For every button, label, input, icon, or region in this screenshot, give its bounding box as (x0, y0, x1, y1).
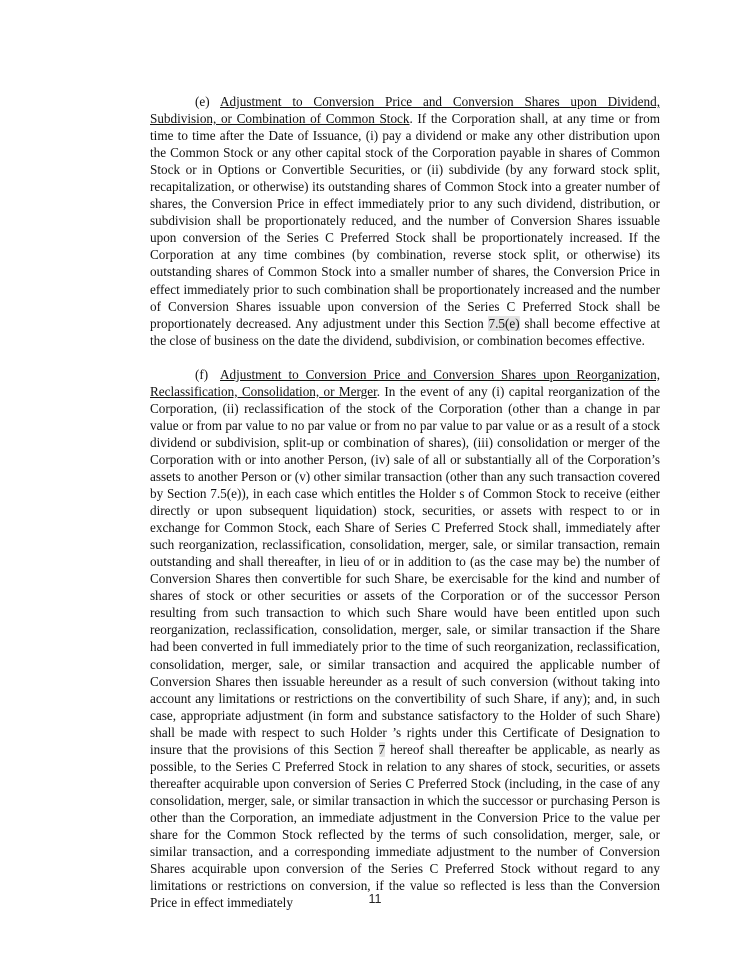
paragraph-f-label: (f) (195, 366, 209, 382)
paragraph-f-text-1: . In the event of any (i) capital reorganization of the Corporation, (ii) reclassification of the stock of the Corporation (other than a change in par value or from par value to no par value or from no par value to par value or as a result of a stock dividend or subdivision, split-up or combination of shares), (iii) consolidation or merger of the Corporation with or into another Person, (iv) sale of all or substantially all of the Corporation’s assets to another Person or (v) other similar transaction (other than any such transaction covered by Section 7.5(e)), in each case which entitles the Holder s of Common Stock to receive (either directly or upon subsequent liquidation) stock, securities, or assets with respect to or in exchange for Common Stock, each Share of Series C Preferred Stock shall, immediately after such reorganization, reclassification, consolidation, merger, sale, or similar transaction, remain outstanding and shall thereafter, in lieu of or in addition to (as the case may be) the number of Conversion Shares then convertible for such Share, be exercisable for the kind and number of shares of stock or other securities or assets of the Corporation or of the successor Person resulting from such transaction to which such Share would have been entitled upon such reorganization, reclassification, consolidation, merger, sale, or similar transaction if the Share had been converted in full immediately prior to the time of such reorganization, reclassification, consolidation, merger, sale, or similar transaction and acquired the applicable number of Conversion Shares then issuable hereunder as a result of such conversion (without taking into account any limitations or restrictions on the convertibility of such Share, if any); and, in such case, appropriate adjustment (in form and substance satisfactory to the Holder of such Share) shall be made with respect to such Holder ’s rights under this Certificate of Designation to insure that the provisions of this Section (150, 383, 660, 757)
paragraph-f-heading: Adjustment to Conversion Price and Conversion Shares upon Reorganization, Reclassification, Consolidation, or Merger (150, 366, 660, 399)
paragraph-e-text-1: . If the Corporation shall, at any time or from time to time after the Date of Issuance, (i) pay a dividend or make any other distribution upon the Common Stock or any other capital stock of the Corporation payable in shares of Common Stock or in Options or Convertible Securities, or (ii) subdivide (by any forward stock split, recapitalization, or otherwise) its outstanding shares of Common Stock into a greater number of shares, the Conversion Price in effect immediately prior to any such dividend, distribution, or subdivision shall be proportionately reduced, and the number of Conversion Shares issuable upon conversion of the Series C Preferred Stock shall be proportionately increased. If the Corporation at any time combines (by combination, reverse stock split, or otherwise) its outstanding shares of Common Stock into a smaller number of shares, the Conversion Price in effect immediately prior to such combination shall be proportionately increased and the number of Conversion Shares issuable upon conversion of the Series C Preferred Stock shall be proportionately decreased. Any adjustment under this Section (150, 111, 660, 331)
page-number: 11 (368, 892, 382, 906)
paragraph-e (150, 93, 660, 349)
paragraph-f-text-2: hereof shall thereafter be applicable, as nearly as possible, to the Series C Preferred Stock in relation to any shares of stock, securities, or assets thereafter acquirable upon conversion of Series C Preferred Stock (including, in the case of any consolidation, merger, sale, or similar transaction in which the successor or purchasing Person is other than the Corporation, an immediate adjustment in the Conversion Price to the value per share for the Common Stock reflected by the terms of such consolidation, merger, sale, or similar transaction, and a corresponding immediate adjustment to the number of Conversion Shares acquirable upon conversion of the Series C Preferred Stock without regard to any limitations or restrictions on conversion, if the value so reflected is less than the Conversion Price in effect immediately (150, 741, 660, 911)
section-ref-7-5-e[interactable]: 7.5(e) (488, 315, 520, 331)
paragraph-e-label: (e) (195, 94, 210, 109)
paragraph-f (150, 366, 660, 912)
paragraph-e-heading: Adjustment to Conversion Price and Conversion Shares upon Dividend, Subdivision, or Combination of Common Stock (150, 94, 660, 127)
paragraph-e-text-2: shall become effective at the close of business on the date the dividend, subdivision, or combination becomes effective. (150, 315, 660, 348)
document-page (150, 93, 660, 911)
section-ref-7[interactable]: 7 (378, 741, 386, 757)
